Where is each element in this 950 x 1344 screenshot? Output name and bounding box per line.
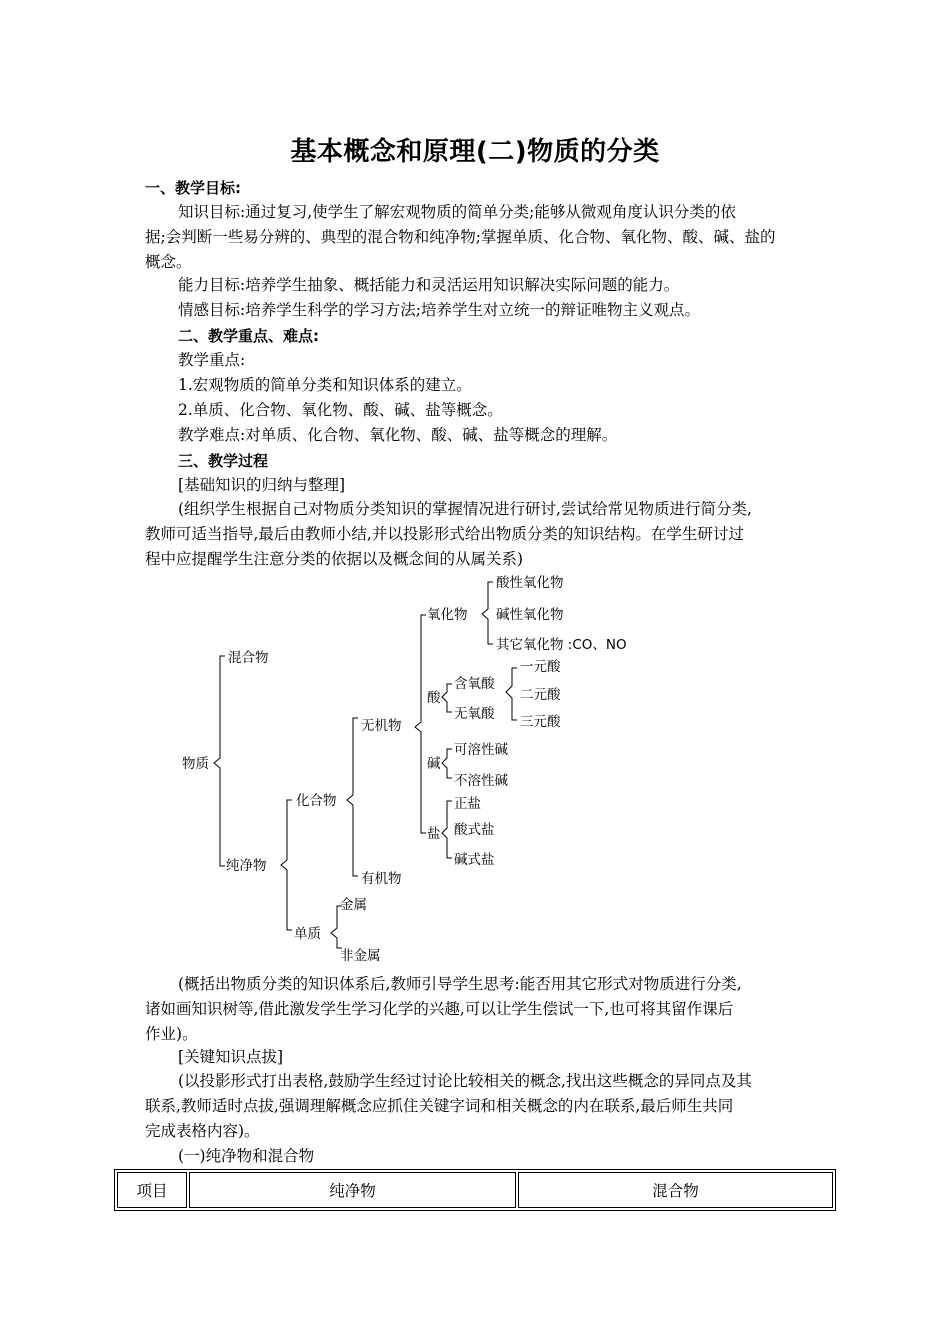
- emotion-objective: 情感目标:培养学生科学的学习方法;培养学生对立统一的辩证唯物主义观点。: [178, 301, 700, 319]
- process-paragraph-2-line-2: 诸如画知识树等,借此激发学生学习化学的兴趣,可以让学生偿试一下,也可将其留作课后: [145, 1000, 734, 1018]
- section-heading-objectives: 一、教学目标:: [145, 179, 241, 197]
- brace-compound: [347, 718, 358, 876]
- process-paragraph-3-line-3: 完成表格内容)。: [145, 1122, 260, 1140]
- node-nonmetal: 非金属: [340, 948, 381, 964]
- section-heading-focus: 二、教学重点、难点:: [178, 327, 319, 345]
- knowledge-objective-line-3: 概念。: [145, 253, 192, 271]
- focus-item-1: 1.宏观物质的简单分类和知识体系的建立。: [178, 376, 472, 394]
- focus-item-2: 2.单质、化合物、氧化物、酸、碱、盐等概念。: [178, 401, 503, 419]
- node-basic-oxide: 碱性氧化物: [496, 607, 564, 623]
- table-caption: (一)纯净物和混合物: [178, 1147, 315, 1165]
- process-paragraph-3-line-2: 联系,教师适时点拔,强调理解概念应抓住关键字词和相关概念的内在联系,最后师生共同: [145, 1097, 734, 1115]
- brace-inorganic: [415, 615, 426, 833]
- knowledge-objective-paragraph: [145, 200, 806, 275]
- process-paragraph-1-line-3: 程中应提醒学生注意分类的依据以及概念间的从属关系): [145, 550, 524, 568]
- node-organic: 有机物: [361, 871, 402, 887]
- process-paragraph-2-line-3: 作业)。: [145, 1025, 198, 1043]
- table-header-mixture: 混合物: [518, 1172, 833, 1208]
- node-acid-salt: 酸式盐: [454, 822, 495, 838]
- knowledge-objective-line-2: 据;会判断一些易分辨的、典型的混合物和纯净物;掌握单质、化合物、氧化物、酸、碱、盐的: [145, 228, 776, 246]
- section-heading-process: 三、教学过程: [178, 452, 269, 470]
- process-paragraph-3: [145, 1069, 806, 1144]
- node-other-oxide: 其它氧化物 :CO、NO: [496, 637, 627, 653]
- brace-substance: [214, 656, 225, 866]
- node-tri-acid: 三元酸: [520, 714, 561, 730]
- node-basic-salt: 碱式盐: [454, 852, 495, 868]
- table-header-item: 项目: [117, 1172, 187, 1208]
- node-compound: 化合物: [296, 793, 337, 809]
- process-paragraph-1: [145, 497, 806, 572]
- node-acidic-oxide: 酸性氧化物: [496, 575, 564, 591]
- node-mixture: 混合物: [228, 650, 269, 666]
- table-header-pure: 纯净物: [189, 1172, 516, 1208]
- process-paragraph-1-line-1: (组织学生根据自己对物质分类知识的掌握情况进行研讨,尝试给常见物质进行简分类,: [178, 500, 752, 518]
- node-mono-acid: 一元酸: [520, 659, 561, 675]
- brace-base: [442, 749, 452, 778]
- subheading-basic-knowledge: [基础知识的归纳与整理]: [178, 476, 346, 494]
- node-substance: 物质: [182, 756, 209, 772]
- page-title: 基本概念和原理(二)物质的分类: [290, 137, 660, 167]
- process-paragraph-2-line-1: (概括出物质分类的知识体系后,教师引导学生思考:能否用其它形式对物质进行分类,: [178, 975, 742, 993]
- brace-acid-basicity: [506, 668, 517, 720]
- process-paragraph-1-line-2: 教师可适当指导,最后由教师小结,并以投影形式给出物质分类的知识结构。在学生研讨过: [145, 525, 744, 543]
- node-inorganic: 无机物: [361, 718, 402, 734]
- ability-objective: 能力目标:培养学生抽象、概括能力和灵活运用知识解决实际问题的能力。: [178, 276, 680, 294]
- node-soluble-base: 可溶性碱: [454, 742, 508, 758]
- focus-label: 教学重点:: [178, 351, 246, 369]
- knowledge-objective-line-1: 知识目标:通过复习,使学生了解宏观物质的简单分类;能够从微观角度认识分类的依: [178, 203, 736, 221]
- node-di-acid: 二元酸: [520, 687, 561, 703]
- node-insoluble-base: 不溶性碱: [454, 773, 508, 789]
- node-acid: 酸: [427, 690, 441, 706]
- brace-oxide: [482, 582, 493, 644]
- process-paragraph-3-line-1: (以投影形式打出表格,鼓励学生经过讨论比较相关的概念,找出这些概念的异同点及其: [178, 1072, 752, 1090]
- node-salt: 盐: [427, 826, 441, 842]
- node-element: 单质: [294, 926, 321, 942]
- subheading-key-points: [关键知识点拔]: [178, 1048, 284, 1066]
- comparison-table: [114, 1169, 836, 1211]
- node-base: 碱: [427, 756, 441, 772]
- brace-acid: [442, 684, 452, 712]
- node-hydracid: 无氧酸: [454, 706, 495, 722]
- table-header-row: [117, 1172, 833, 1208]
- node-oxide: 氧化物: [427, 607, 468, 623]
- difficulty-text: 教学难点:对单质、化合物、氧化物、酸、碱、盐等概念的理解。: [178, 426, 618, 444]
- node-oxyacid: 含氧酸: [454, 676, 495, 692]
- node-metal: 金属: [340, 897, 367, 913]
- brace-salt: [442, 801, 452, 858]
- node-normal-salt: 正盐: [454, 796, 481, 812]
- process-paragraph-2: [145, 972, 806, 1047]
- brace-pure: [281, 800, 292, 930]
- classification-tree-diagram: [170, 568, 670, 968]
- node-pure: 纯净物: [226, 858, 267, 874]
